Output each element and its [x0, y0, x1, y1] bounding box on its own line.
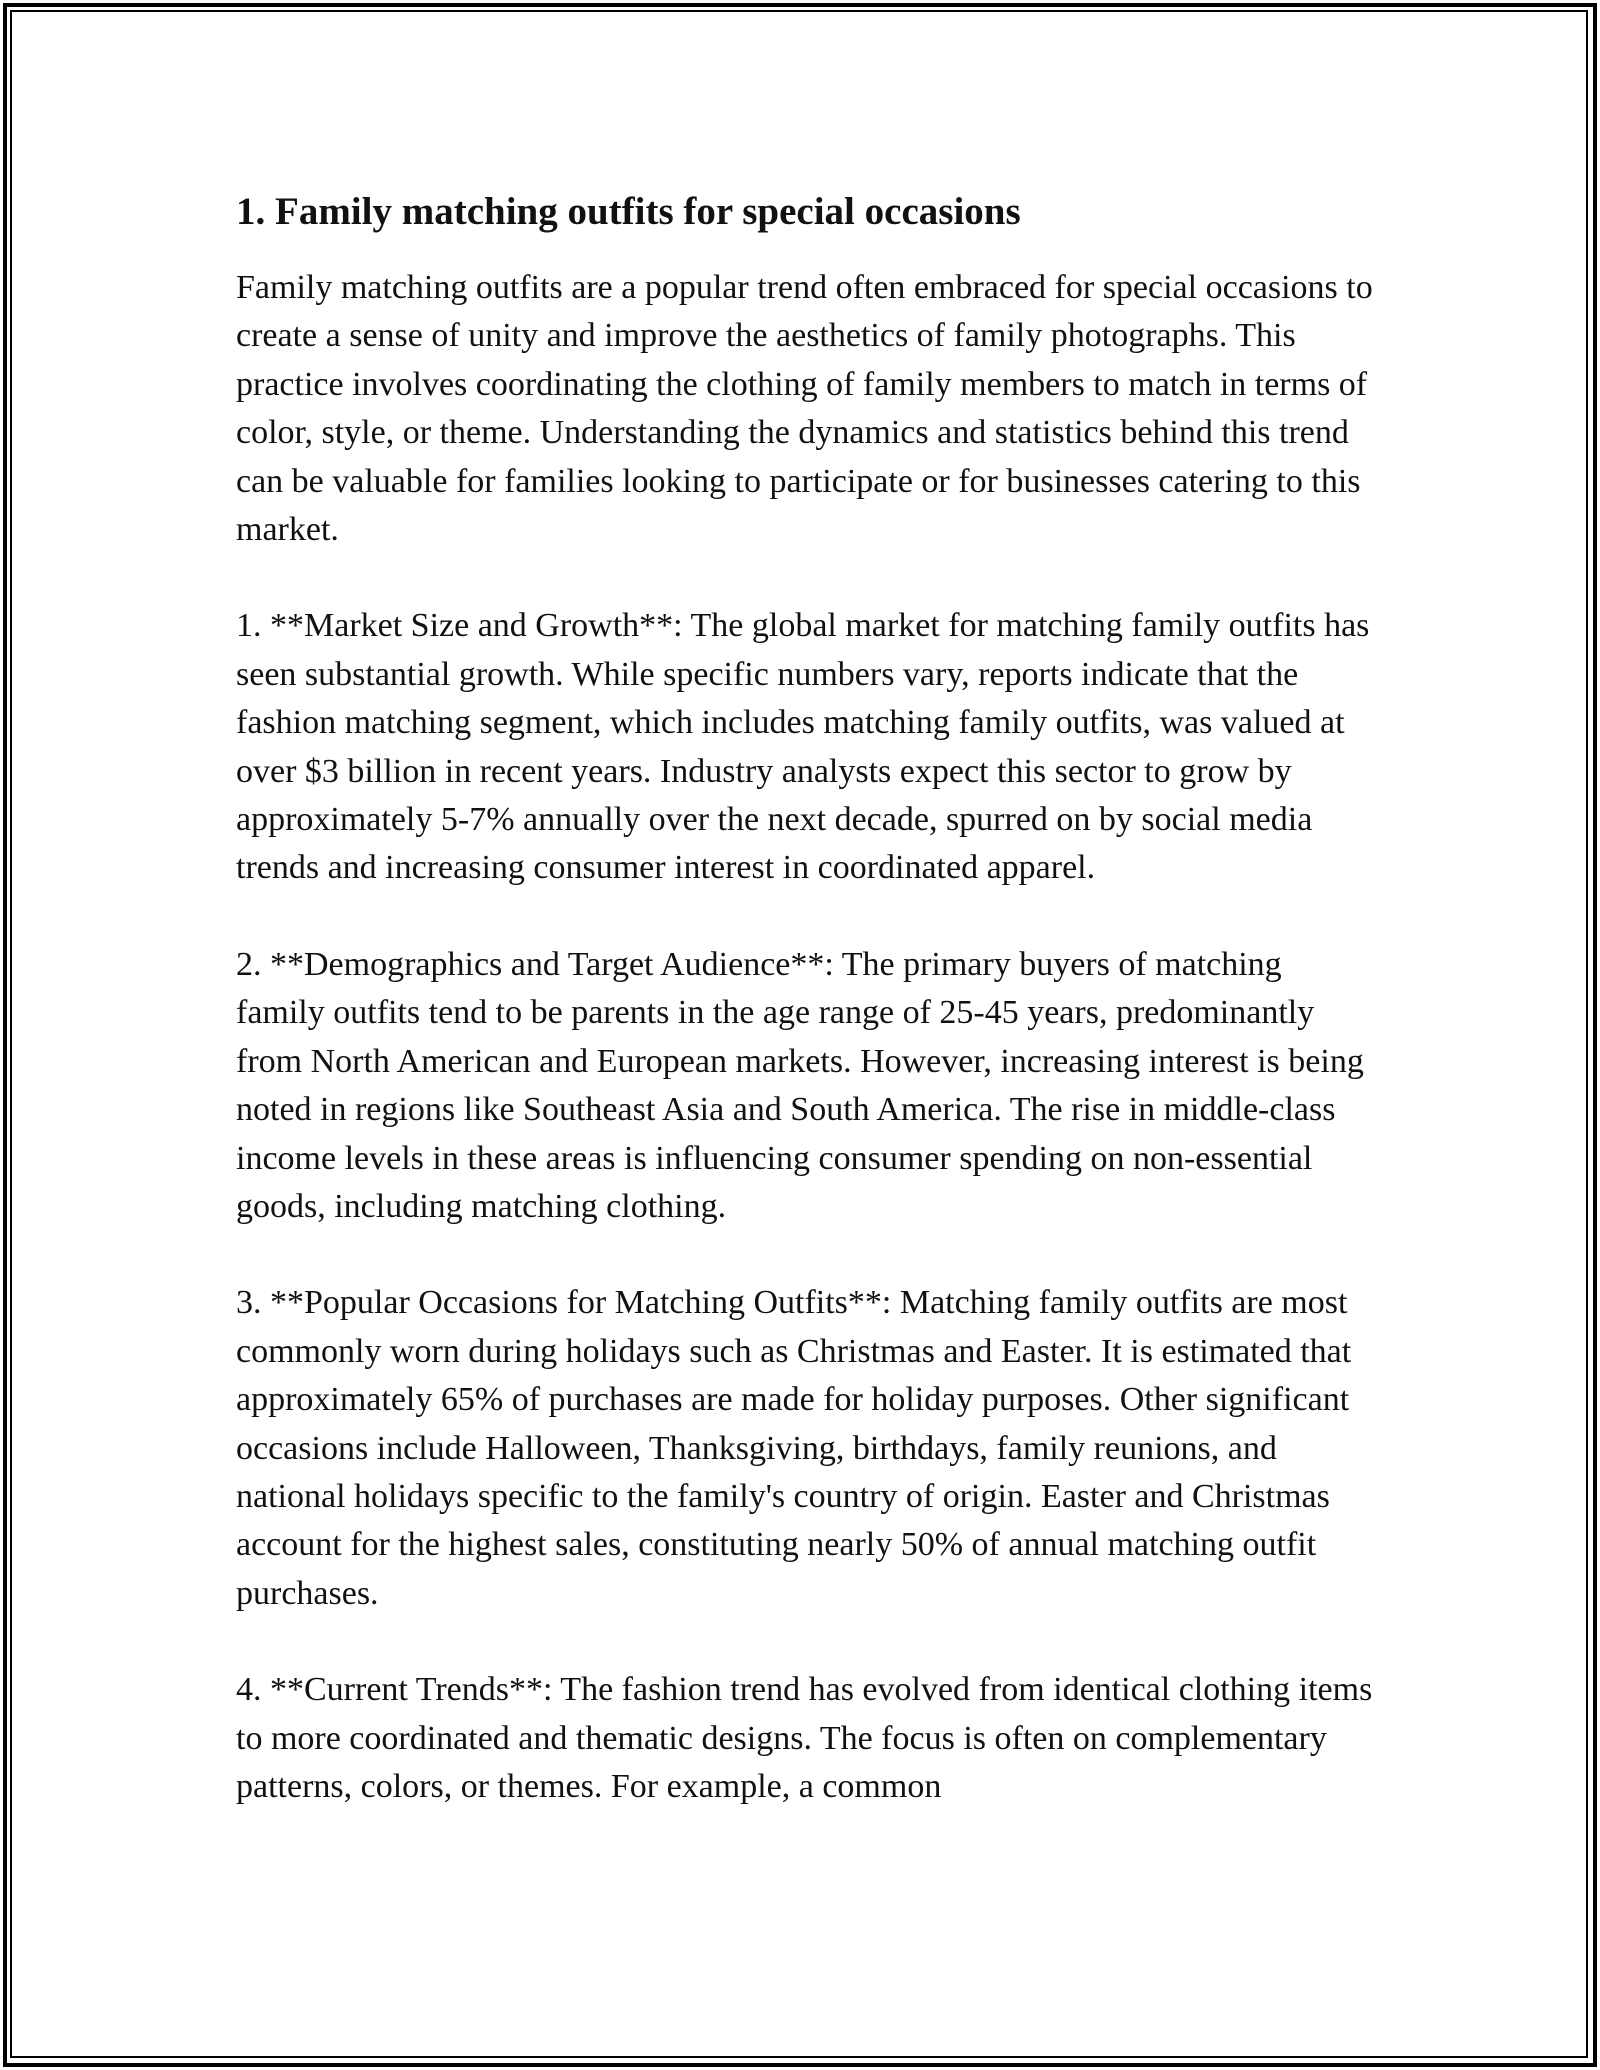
section-title: 1. Family matching outfits for special occasions — [236, 190, 1021, 233]
intro-paragraph: Family matching outfits are a popular trend often embraced for special occasions to create a sense of unity and improve the aesthetics of family photographs. This practice involves coordinating the clothing of family members to match in terms of color, style, or theme. Understanding the dynamics and statistics behind this trend can be valuable for families looking to participate or for businesses catering to this market. — [236, 269, 1373, 549]
market-size-paragraph: 1. **Market Size and Growth**: The global market for matching family outfits has seen substantial growth. While specific numbers vary, reports indicate that the fashion matching segment, which includes matching family outfits, was valued at over $3 billion in recent years. Industry analysts expect this sector to grow by approximately 5-7% annually over the next decade, spurred on by social media trends and increasing consumer interest in coordinated apparel. — [236, 607, 1370, 887]
occasions-paragraph: 3. **Popular Occasions for Matching Outfits**: Matching family outfits are most commonly worn during holidays such as Christmas and Easter. It is estimated that approximately 65% of purchases are made for holiday purposes. Other significant occasions include Halloween, Thanksgiving, birthdays, family reunions, and national holidays specific to the family's country of origin. Easter and Christmas account for the highest sales, constituting nearly 50% of annual matching outfit purchases. — [236, 1284, 1352, 1612]
document-body — [236, 186, 1376, 1859]
trends-paragraph: 4. **Current Trends**: The fashion trend has evolved from identical clothing items to more coordinated and thematic designs. The focus is often on complementary patterns, colors, or themes. For example, a common — [236, 1671, 1373, 1805]
demographics-paragraph: 2. **Demographics and Target Audience**: The primary buyers of matching family outfits tend to be parents in the age range of 25-45 years, predominantly from North American and European markets. However, increasing interest is being noted in regions like Southeast Asia and South America. The rise in middle-class income levels in these areas is influencing consumer spending on non-essential goods, including matching clothing. — [236, 945, 1364, 1225]
